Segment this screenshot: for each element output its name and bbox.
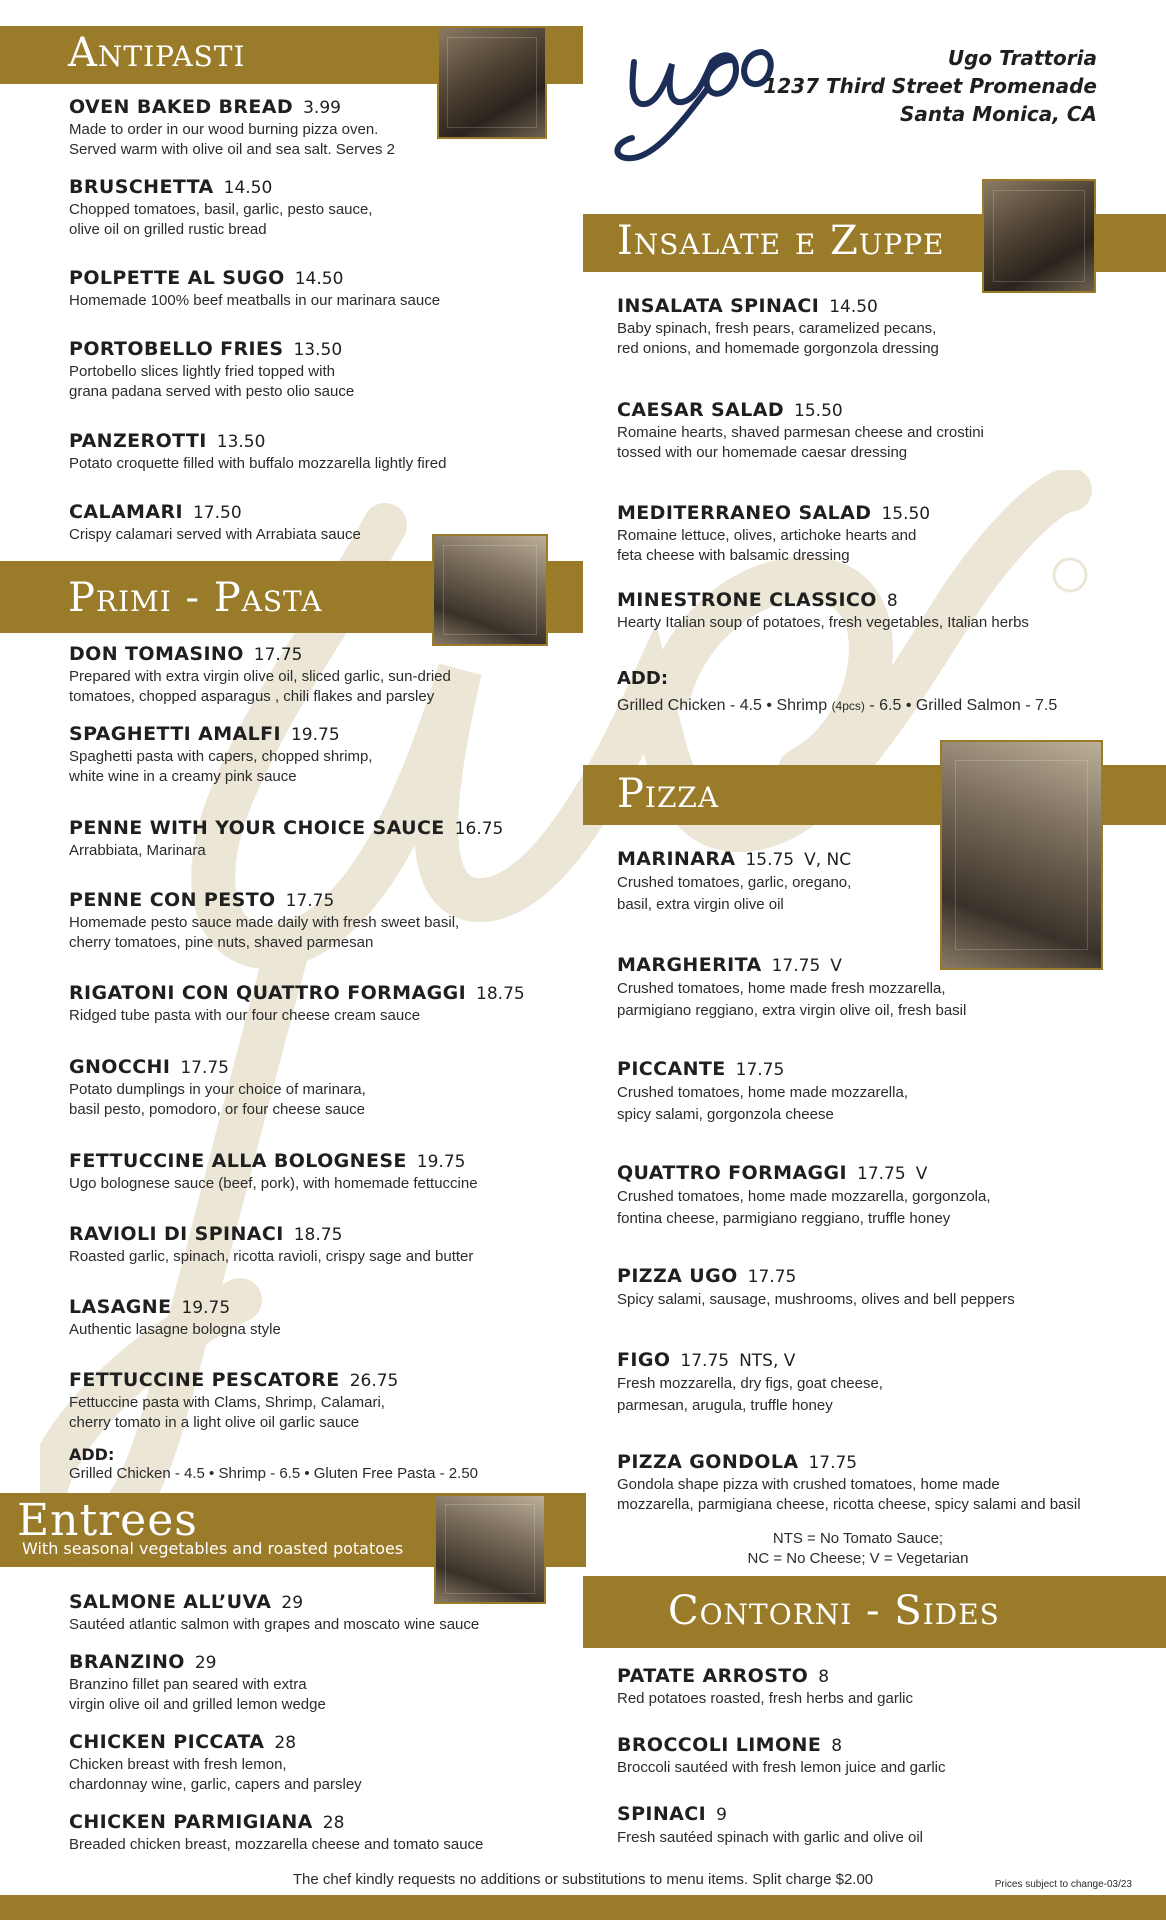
item-tags: NTS, V (739, 1351, 796, 1371)
item-description: Crushed tomatoes, garlic, oregano, basil, extra virgin olive oil (617, 874, 852, 913)
menu-item (69, 642, 451, 707)
restaurant-header (763, 44, 1097, 128)
menu-item (617, 588, 1029, 633)
item-name: MEDITERRANEO SALAD (617, 502, 872, 524)
menu-item (69, 500, 361, 545)
item-price: 17.75 (285, 891, 335, 911)
menu-item (617, 398, 984, 463)
menu-item (69, 429, 446, 474)
item-description: Roasted garlic, spinach, ricotta ravioli, crispy sage and butter (69, 1248, 474, 1265)
menu-item (69, 1295, 281, 1340)
item-name: FIGO (617, 1349, 671, 1371)
item-price: 14.50 (294, 269, 344, 289)
item-name: FETTUCCINE PESCATORE (69, 1369, 340, 1391)
legend-line: NTS = No Tomato Sauce; (772, 1530, 944, 1547)
watermark-trademark-ring (1054, 559, 1086, 591)
menu-item (69, 888, 459, 953)
item-name: CHICKEN PICCATA (69, 1731, 265, 1753)
price-disclaimer: Prices subject to change-03/23 (994, 1879, 1132, 1890)
item-price: 14.50 (223, 178, 273, 198)
item-name: PATATE ARROSTO (617, 1665, 809, 1687)
item-description: Portobello slices lightly fried topped with grana padana served with pesto olio sauce (69, 363, 355, 400)
contorni-title: Contorni - Sides (668, 1588, 1000, 1634)
primi-photo (432, 534, 548, 646)
menu-item (69, 1055, 366, 1120)
item-price: 17.75 (747, 1267, 797, 1287)
item-name: LASAGNE (69, 1296, 172, 1318)
item-name: PORTOBELLO FRIES (69, 338, 284, 360)
item-name: MINESTRONE CLASSICO (617, 589, 877, 611)
item-price: 29 (194, 1653, 217, 1673)
item-name: PIZZA UGO (617, 1265, 738, 1287)
item-description: Broccoli sautéed with fresh lemon juice and garlic (617, 1759, 946, 1776)
item-description: Branzino fillet pan seared with extra virgin olive oil and grilled lemon wedge (69, 1676, 326, 1713)
item-price: 17.75 (253, 645, 303, 665)
item-name: MARGHERITA (617, 954, 762, 976)
item-description: Fettuccine pasta with Clams, Shrimp, Calamari, cherry tomato in a light olive oil garlic sauce (69, 1394, 385, 1431)
item-description: Spaghetti pasta with capers, chopped shrimp, white wine in a creamy pink sauce (69, 748, 373, 785)
item-price: 19.75 (290, 725, 340, 745)
menu-item (69, 1222, 473, 1267)
menu-item (617, 1733, 946, 1778)
menu-item (617, 1161, 991, 1230)
item-price: 17.75 (808, 1453, 858, 1473)
item-name: SPAGHETTI AMALFI (69, 723, 281, 745)
item-description: Ridged tube pasta with our four cheese cream sauce (69, 1007, 421, 1024)
item-price: 28 (274, 1733, 297, 1753)
menu-item (69, 722, 373, 787)
item-tags: V (915, 1164, 928, 1184)
item-name: PENNE WITH YOUR CHOICE SAUCE (69, 817, 445, 839)
antipasti-photo (437, 26, 547, 139)
item-description: Romaine hearts, shaved parmesan cheese and crostini tossed with our homemade caesar dressing (617, 424, 984, 461)
item-price: 15.50 (794, 401, 843, 421)
item-description: Breaded chicken breast, mozzarella cheese and tomato sauce (69, 1836, 484, 1853)
item-name: OVEN BAKED BREAD (69, 96, 294, 118)
item-name: SPINACI (617, 1803, 707, 1825)
item-name: QUATTRO FORMAGGI (617, 1162, 848, 1184)
pizza-title: Pizza (617, 771, 720, 817)
item-description: Potato dumplings in your choice of marinara, basil pesto, pomodoro, or four cheese sauce (69, 1081, 366, 1118)
insalate-title: Insalate e Zuppe (617, 218, 945, 264)
item-description: Romaine lettuce, olives, artichoke hearts and feta cheese with balsamic dressing (617, 527, 917, 564)
item-description: Fresh sautéed spinach with garlic and olive oil (617, 1829, 923, 1846)
item-name: GNOCCHI (69, 1056, 171, 1078)
item-price: 8 (831, 1736, 843, 1756)
item-name: SALMONE ALL’UVA (69, 1591, 272, 1613)
item-description: Gondola shape pizza with crushed tomatoes, home made mozzarella, parmigiana cheese, ricotta cheese, spicy salami and basil (617, 1476, 1081, 1513)
item-description: Chicken breast with fresh lemon, chardonnay wine, garlic, capers and parsley (69, 1756, 362, 1793)
entrees-title: Entrees (17, 1495, 198, 1546)
menu-item (69, 1730, 362, 1795)
add-options: Grilled Chicken - 4.5 • Shrimp - 6.5 • Gluten Free Pasta - 2.50 (69, 1465, 479, 1482)
item-name: INSALATA SPINACI (617, 295, 820, 317)
pizza-legend (600, 1529, 1116, 1569)
contorni-banner (583, 1576, 1166, 1648)
item-name: PANZEROTTI (69, 430, 207, 452)
item-name: MARINARA (617, 848, 736, 870)
item-price: 19.75 (416, 1152, 466, 1172)
menu-item (617, 1664, 913, 1709)
salad-add-ons (617, 667, 1057, 715)
item-price: 17.75 (735, 1060, 785, 1080)
item-name: DON TOMASINO (69, 643, 244, 665)
item-name: BROCCOLI LIMONE (617, 1734, 822, 1756)
item-price: 19.75 (181, 1298, 231, 1318)
item-name: RIGATONI CON QUATTRO FORMAGGI (69, 982, 467, 1004)
menu-item (69, 1368, 398, 1433)
menu-item (69, 1810, 483, 1855)
menu-item (69, 266, 440, 311)
item-price: 29 (281, 1593, 304, 1613)
pizza-photo (940, 740, 1103, 970)
item-price: 17.50 (192, 503, 242, 523)
item-price: 9 (716, 1805, 727, 1825)
footer-bar (0, 1895, 1166, 1920)
item-description: Fresh mozzarella, dry figs, goat cheese, parmesan, arugula, truffle honey (617, 1375, 883, 1414)
menu-item (69, 1650, 326, 1715)
item-description: Hearty Italian soup of potatoes, fresh vegetables, Italian herbs (617, 614, 1029, 631)
item-tags: V (830, 956, 842, 976)
legend-line: NC = No Cheese; V = Vegetarian (747, 1550, 969, 1567)
item-description: Homemade 100% beef meatballs in our marinara sauce (69, 292, 441, 309)
primi-title: Primi - Pasta (68, 575, 323, 621)
add-label: ADD: (617, 668, 669, 689)
menu-item (617, 1802, 923, 1849)
item-price: 17.75 (771, 956, 821, 976)
item-name: CHICKEN PARMIGIANA (69, 1811, 313, 1833)
menu-item (617, 501, 930, 566)
menu-item (617, 953, 966, 1022)
entrees-subtitle: With seasonal vegetables and roasted potatoes (22, 1539, 404, 1558)
item-price: 28 (322, 1813, 345, 1833)
item-price: 3.99 (303, 98, 341, 118)
item-name: RAVIOLI DI SPINACI (69, 1223, 284, 1245)
menu-item (69, 1149, 478, 1194)
item-price: 17.75 (857, 1164, 906, 1184)
antipasti-title: Antipasti (68, 30, 246, 76)
menu-item (69, 95, 395, 160)
item-description: Red potatoes roasted, fresh herbs and garlic (617, 1690, 914, 1707)
item-price: 15.50 (881, 504, 931, 524)
item-description: Arrabbiata, Marinara (69, 842, 206, 859)
item-description: Made to order in our wood burning pizza oven. Served warm with olive oil and sea salt. Serves 2 (69, 121, 395, 158)
item-price: 26.75 (349, 1371, 399, 1391)
item-description: Crushed tomatoes, home made fresh mozzarella, parmigiano reggiano, extra virgin olive oil, fresh basil (617, 980, 967, 1019)
menu-item (617, 1450, 1081, 1515)
restaurant-city: Santa Monica, CA (900, 102, 1097, 126)
item-description: Potato croquette filled with buffalo mozzarella lightly fired (69, 455, 447, 472)
restaurant-address: 1237 Third Street Promenade (763, 74, 1097, 98)
menu-item (69, 337, 354, 402)
menu-item (617, 1348, 883, 1417)
item-price: 13.50 (216, 432, 266, 452)
item-description: Authentic lasagne bologna style (69, 1321, 281, 1338)
item-price: 13.50 (293, 340, 343, 360)
item-price: 15.75 (745, 850, 795, 870)
menu-item (617, 847, 851, 916)
add-options: Grilled Chicken - 4.5 • Shrimp (4pcs) - 6.5 • Grilled Salmon - 7.5 (617, 697, 1058, 714)
item-description: Baby spinach, fresh pears, caramelized pecans, red onions, and homemade gorgonzola dressing (617, 320, 939, 357)
menu-item (69, 981, 525, 1026)
menu-item (69, 1590, 479, 1635)
menu-item (617, 294, 939, 359)
item-name: BRANZINO (69, 1651, 185, 1673)
item-description: Homemade pesto sauce made daily with fresh sweet basil, cherry tomatoes, pine nuts, shaved parmesan (69, 914, 460, 951)
menu-item (617, 1264, 1015, 1311)
item-price: 18.75 (293, 1225, 343, 1245)
item-price: 18.75 (476, 984, 525, 1004)
item-description: Prepared with extra virgin olive oil, sliced garlic, sun-dried tomatoes, chopped asparagus , chili flakes and parsley (69, 668, 451, 705)
logo-script (617, 52, 770, 158)
item-description: Crushed tomatoes, home made mozzarella, gorgonzola, fontina cheese, parmigiano reggiano, truffle honey (617, 1188, 991, 1227)
item-price: 16.75 (454, 819, 504, 839)
menu-item (617, 1057, 908, 1126)
item-name: PENNE CON PESTO (69, 889, 276, 911)
entrees-photo (434, 1494, 546, 1604)
item-name: POLPETTE AL SUGO (69, 267, 285, 289)
item-name: PICCANTE (617, 1058, 726, 1080)
item-description: Crispy calamari served with Arrabiata sauce (69, 526, 361, 543)
item-price: 14.50 (829, 297, 878, 317)
item-name: CALAMARI (69, 501, 183, 523)
item-name: BRUSCHETTA (69, 176, 214, 198)
item-description: Chopped tomatoes, basil, garlic, pesto sauce, olive oil on grilled rustic bread (69, 201, 373, 238)
pasta-add-ons (69, 1446, 478, 1484)
item-description: Sautéed atlantic salmon with grapes and moscato wine sauce (69, 1616, 480, 1633)
item-description: Crushed tomatoes, home made mozzarella, spicy salami, gorgonzola cheese (617, 1084, 908, 1123)
item-price: 8 (886, 591, 898, 611)
item-description: Spicy salami, sausage, mushrooms, olives and bell peppers (617, 1291, 1015, 1308)
item-price: 17.75 (180, 1058, 229, 1078)
item-description: Ugo bolognese sauce (beef, pork), with homemade fettuccine (69, 1175, 478, 1192)
item-name: CAESAR SALAD (617, 399, 785, 421)
item-name: PIZZA GONDOLA (617, 1451, 799, 1473)
add-label: ADD: (69, 1445, 115, 1464)
item-tags: V, NC (804, 850, 852, 870)
insalate-photo (982, 179, 1096, 293)
footer-note: The chef kindly requests no additions or substitutions to menu items. Split charge $2.00 (292, 1871, 874, 1888)
restaurant-name: Ugo Trattoria (947, 46, 1097, 70)
item-price: 8 (818, 1667, 830, 1687)
menu-item (69, 816, 503, 861)
menu-item (69, 175, 373, 240)
item-price: 17.75 (680, 1351, 730, 1371)
item-name: FETTUCCINE ALLA BOLOGNESE (69, 1150, 407, 1172)
